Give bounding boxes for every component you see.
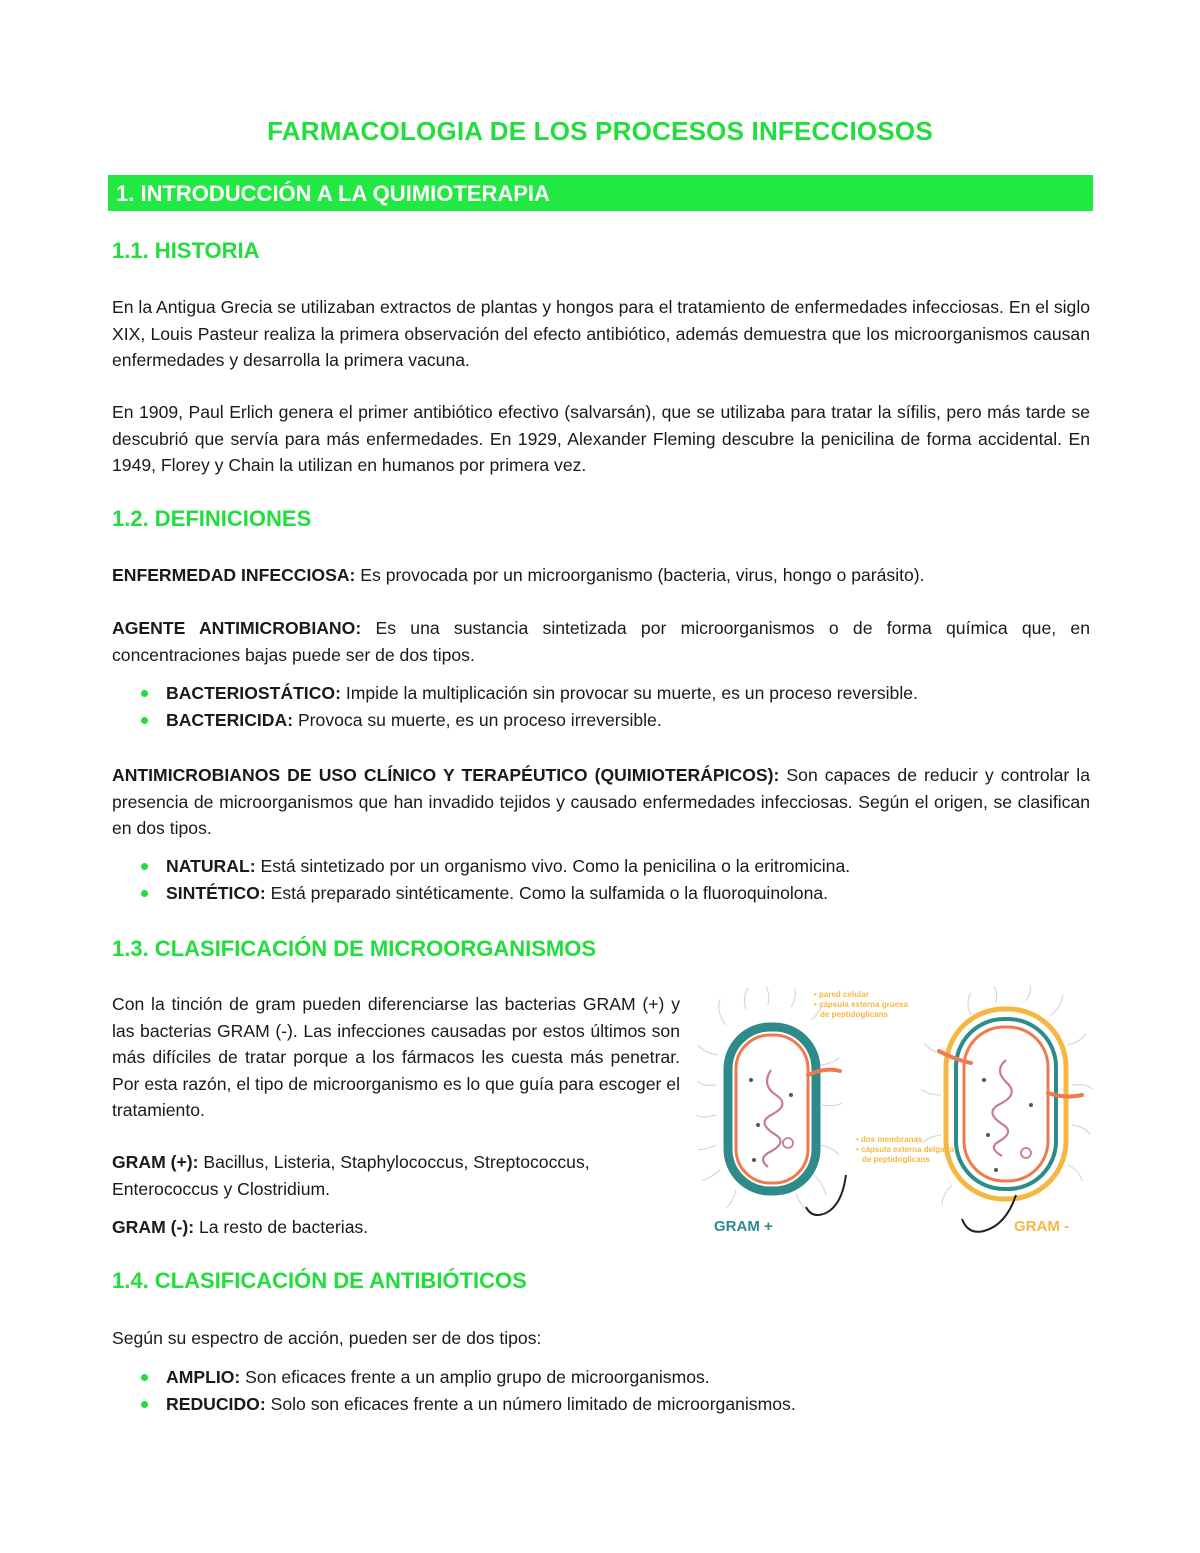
- ribosome-icon: [752, 1158, 756, 1162]
- list-item-bactericida: [166, 707, 1086, 734]
- ribosome-icon: [994, 1168, 998, 1172]
- section-banner: 1. INTRODUCCIÓN A LA QUIMIOTERAPIA: [108, 175, 1093, 211]
- item-term: NATURAL:: [166, 856, 256, 876]
- gram-paragraph: Con la tinción de gram pueden diferenciarse las bacterias GRAM (+) y las bacterias GRAM (-). Las infecciones causadas por estos últimos son más difíciles de tratar porque a los fármacos les cuesta más penetrar. Por esta razón, el tipo de microorganismo es lo que guía para escoger el tratamiento.: [112, 994, 680, 1120]
- definition-term: ANTIMICROBIANOS DE USO CLÍNICO Y TERAPÉUTICO (QUIMIOTERÁPICOS):: [112, 765, 780, 785]
- definition-text: Es provocada por un microorganismo (bacteria, virus, hongo o parásito).: [355, 565, 925, 585]
- gram-positive-note: de peptidoglicans: [820, 1010, 889, 1019]
- item-text: Está preparado sintéticamente. Como la sulfamida o la fluoroquinolona.: [265, 883, 829, 903]
- item-term: SINTÉTICO:: [166, 883, 266, 903]
- gram-text: La resto de bacterias.: [194, 1217, 369, 1237]
- item-text: Solo son eficaces frente a un número limitado de microorganismos.: [265, 1394, 796, 1414]
- gram-positive-note: • pared celular: [814, 990, 869, 999]
- list-item-natural: [166, 853, 1086, 880]
- heading-clasificacion-antibioticos: 1.4. CLASIFICACIÓN DE ANTIBIÓTICOS: [112, 1268, 527, 1293]
- definition-term: AGENTE ANTIMICROBIANO:: [112, 618, 362, 638]
- item-text: Provoca su muerte, es un proceso irreversible.: [293, 710, 662, 730]
- definition-antimicrobianos: [112, 762, 1090, 842]
- item-text: Son eficaces frente a un amplio grupo de microorganismos.: [240, 1367, 710, 1387]
- antibioticos-intro: Según su espectro de acción, pueden ser de dos tipos:: [112, 1328, 542, 1348]
- gram-negative-list: [112, 1214, 680, 1241]
- gram-negative-label: GRAM -: [1014, 1218, 1069, 1235]
- gram-positive-note: • cápsula externa gruesa: [814, 1000, 908, 1009]
- gram-positive-membrane: [736, 1035, 808, 1183]
- gram-negative-note: de peptidoglicans: [862, 1155, 931, 1164]
- definition-term: ENFERMEDAD INFECCIOSA:: [112, 565, 356, 585]
- list-item-sintetico: [166, 880, 1086, 907]
- gram-negative-note: • dos membranas: [856, 1135, 923, 1144]
- bullet-icon: [141, 890, 148, 897]
- gram-negative-membrane: [964, 1027, 1048, 1181]
- list-item-reducido: [166, 1391, 1086, 1418]
- definition-agente: [112, 615, 1090, 668]
- heading-historia: 1.1. HISTORIA: [112, 238, 260, 263]
- list-item-bacteriostatico: [166, 680, 1086, 707]
- ribosome-icon: [982, 1078, 986, 1082]
- gram-text: Bacillus, Listeria, Staphylococcus, Streptococcus, Enterococcus y Clostridium.: [112, 1152, 590, 1199]
- heading-definiciones: 1.2. DEFINICIONES: [112, 506, 312, 531]
- bullet-icon: [141, 863, 148, 870]
- gram-term: GRAM (-):: [112, 1217, 195, 1237]
- heading-clasificacion-microorganismos: 1.3. CLASIFICACIÓN DE MICROORGANISMOS: [112, 936, 597, 961]
- gram-positive-label: GRAM +: [714, 1218, 773, 1235]
- gram-negative-note: • cápsula externa delgada: [856, 1145, 954, 1154]
- gram-positive-list: [112, 1149, 680, 1202]
- ribosome-icon: [756, 1123, 760, 1127]
- list-item-amplio: [166, 1364, 1086, 1391]
- item-term: REDUCIDO:: [166, 1394, 266, 1414]
- bullet-icon: [141, 690, 148, 697]
- historia-paragraph-2: En 1909, Paul Erlich genera el primer antibiótico efectivo (salvarsán), que se utilizaba para tratar la sífilis, pero más tarde se descubrió que servía para más enfermedades. En 1929, Alexander Fleming descubre la penicilina de forma accidental. En 1949, Florey y Chain la utilizan en humanos por primera vez.: [112, 402, 1090, 475]
- gram-term: GRAM (+):: [112, 1152, 199, 1172]
- historia-paragraph-1: En la Antigua Grecia se utilizaban extractos de plantas y hongos para el tratamiento de enfermedades infecciosas. En el siglo XIX, Louis Pasteur realiza la primera observación del efecto antibiótico, además demuestra que los microorganismos causan enfermedades y desarrolla la primera vacuna.: [112, 297, 1091, 370]
- bullet-icon: [141, 717, 148, 724]
- definition-text: Son capaces de reducir y controlar la presencia de microorganismos que han invadido tejidos y causado enfermedades infecciosas. Según el origen, se clasifican en dos tipos.: [112, 765, 1090, 838]
- ribosome-icon: [986, 1133, 990, 1137]
- ribosome-icon: [1029, 1103, 1033, 1107]
- bullet-icon: [141, 1374, 148, 1381]
- item-term: BACTERICIDA:: [166, 710, 294, 730]
- definition-text: Es una sustancia sintetizada por microorganismos o de forma química que, en concentraciones bajas puede ser de dos tipos.: [112, 618, 1090, 665]
- item-text: Impide la multiplicación sin provocar su muerte, es un proceso reversible.: [340, 683, 918, 703]
- item-text: Está sintetizado por un organismo vivo. Como la penicilina o la eritromicina.: [255, 856, 851, 876]
- definition-enfermedad: [112, 562, 1090, 589]
- ribosome-icon: [749, 1078, 753, 1082]
- bullet-icon: [141, 1401, 148, 1408]
- item-term: BACTERIOSTÁTICO:: [166, 683, 341, 703]
- ribosome-icon: [789, 1093, 793, 1097]
- item-term: AMPLIO:: [166, 1367, 241, 1387]
- gram-bacteria-illustration: [696, 985, 1096, 1235]
- document-title: FARMACOLOGIA DE LOS PROCESOS INFECCIOSOS: [267, 116, 933, 146]
